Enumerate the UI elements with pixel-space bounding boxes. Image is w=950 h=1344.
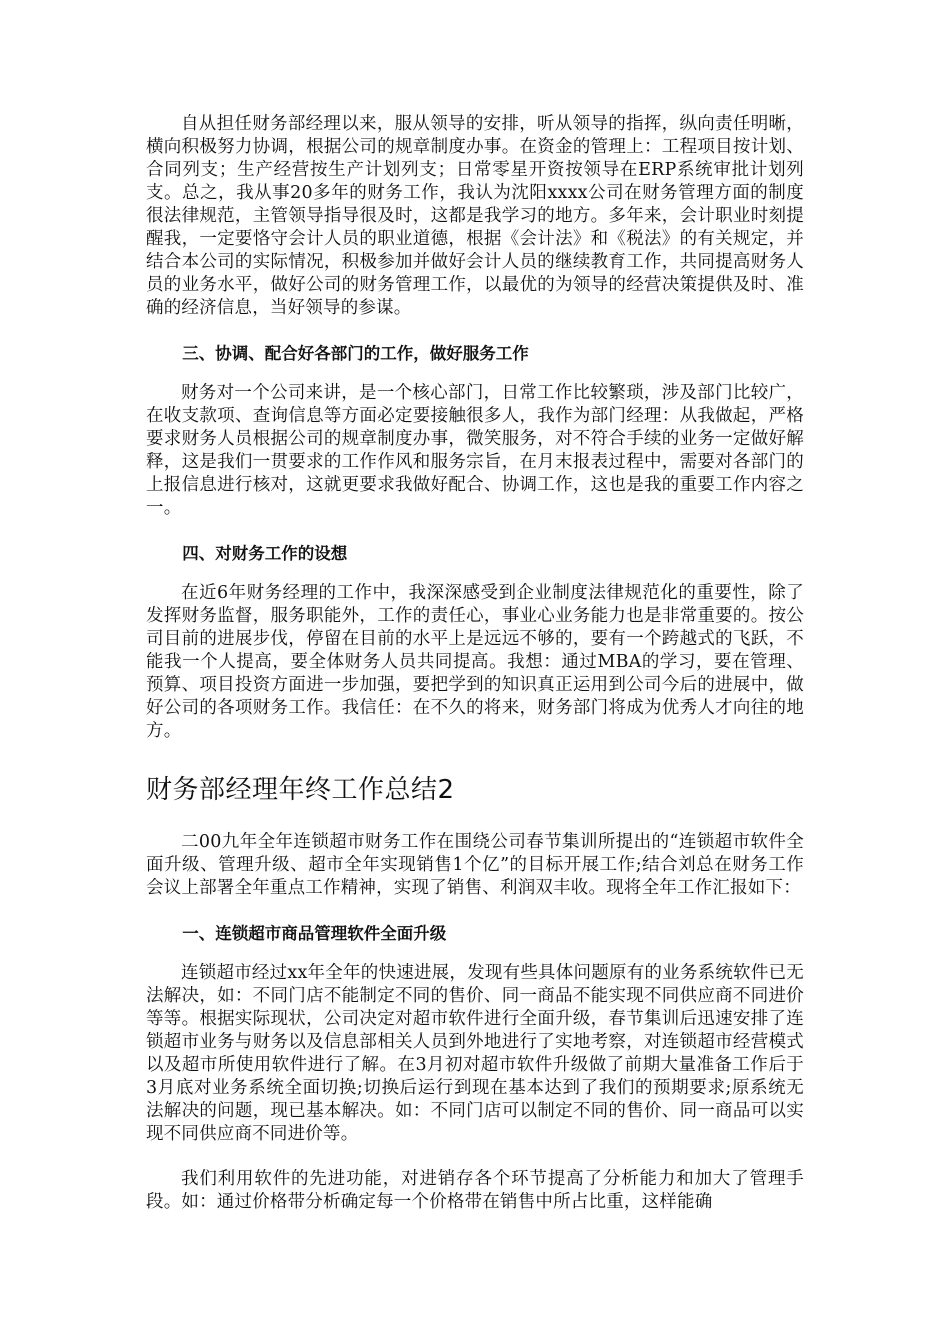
paragraph-management-duties: 自从担任财务部经理以来，服从领导的安排，听从领导的指挥，纵向责任明晰，横向积极努力协调，根据公司的规章制度办事。在资金的管理上：工程项目按计划、合同列支；生产经营按生产计划列支；日常零星开资按领导在ERP系统审批计划列支。总之，我从事20多年的财务工作，我认为沈阳xxxx公司在财务管理方面的制度很法律规范，主管领导指导很及时，这都是我学习的地方。多年来，会计职业时刻提醒我，一定要恪守会计人员的职业道德，根据《会计法》和《税法》的有关规定，并结合本公司的实际情况，积极参加并做好会计人员的继续教育工作，共同提高财务人员的业务水平，做好公司的财务管理工作，以最优的为领导的经营决策提供及时、准确的经济信息，当好领导的参谋。 xyxy=(146,114,804,318)
section-heading-coordination: 三、协调、配合好各部门的工作，做好服务工作 xyxy=(182,344,529,363)
paragraph-service-work: 财务对一个公司来讲，是一个核心部门，日常工作比较繁琐，涉及部门比较广，在收支款项、查询信息等方面必定要接触很多人，我作为部门经理：从我做起，严格要求财务人员根据公司的规章制度办事，微笑服务，对不符合手续的业务一定做好解释，这是我们一贯要求的工作作风和服务宗旨，在月末报表过程中，需要对各部门的上报信息进行核对，这就更要求我做好配合、协调工作，这也是我的重要工作内容之一。 xyxy=(146,383,804,518)
section-heading-outlook: 四、对财务工作的设想 xyxy=(182,544,348,563)
paragraph-analysis: 我们利用软件的先进功能，对进销存各个环节提高了分析能力和加大了管理手段。如：通过价格带分析确定每一个价格带在销售中所占比重，这样能确 xyxy=(146,1169,804,1212)
document-body xyxy=(146,113,804,1214)
section-heading-software-upgrade: 一、连锁超市商品管理软件全面升级 xyxy=(182,924,447,943)
paragraph-outlook: 在近6年财务经理的工作中，我深深感受到企业制度法律规范化的重要性，除了发挥财务监督，服务职能外，工作的责任心，事业心业务能力也是非常重要的。按公司目前的进展步伐，停留在目前的水平上是远远不够的，要有一个跨越式的飞跃，不能我一个人提高，要全体财务人员共同提高。我想：通过MBA的学习，要在管理、预算、项目投资方面进一步加强，要把学到的知识真正运用到公司今后的进展中，做好公司的各项财务工作。我信任：在不久的将来，财务部门将成为优秀人才向往的地方。 xyxy=(146,583,804,741)
paragraph-software-upgrade: 连锁超市经过xx年全年的快速进展，发现有些具体问题原有的业务系统软件已无法解决，如：不同门店不能制定不同的售价、同一商品不能实现不同供应商不同进价等等。根据实际现状，公司决定对超市软件进行全面升级，春节集训后迅速安排了连锁超市业务与财务以及信息部相关人员到外地进行了实地考察，对连锁超市经营模式以及超市所使用软件进行了解。在3月初对超市软件升级做了前期大量准备工作后于3月底对业务系统全面切换;切换后运行到现在基本达到了我们的预期要求;原系统无法解决的问题，现已基本解决。如：不同门店可以制定不同的售价、同一商品可以实现不同供应商不同进价等。 xyxy=(146,963,804,1144)
paragraph-annual-overview: 二00九年全年连锁超市财务工作在围绕公司春节集训所提出的“连锁超市软件全面升级、管理升级、超市全年实现销售1个亿”的目标开展工作;结合刘总在财务工作会议上部署全年重点工作精神，实现了销售、利润双丰收。现将全年工作汇报如下： xyxy=(146,832,804,898)
document-title: 财务部经理年终工作总结2 xyxy=(146,775,455,805)
